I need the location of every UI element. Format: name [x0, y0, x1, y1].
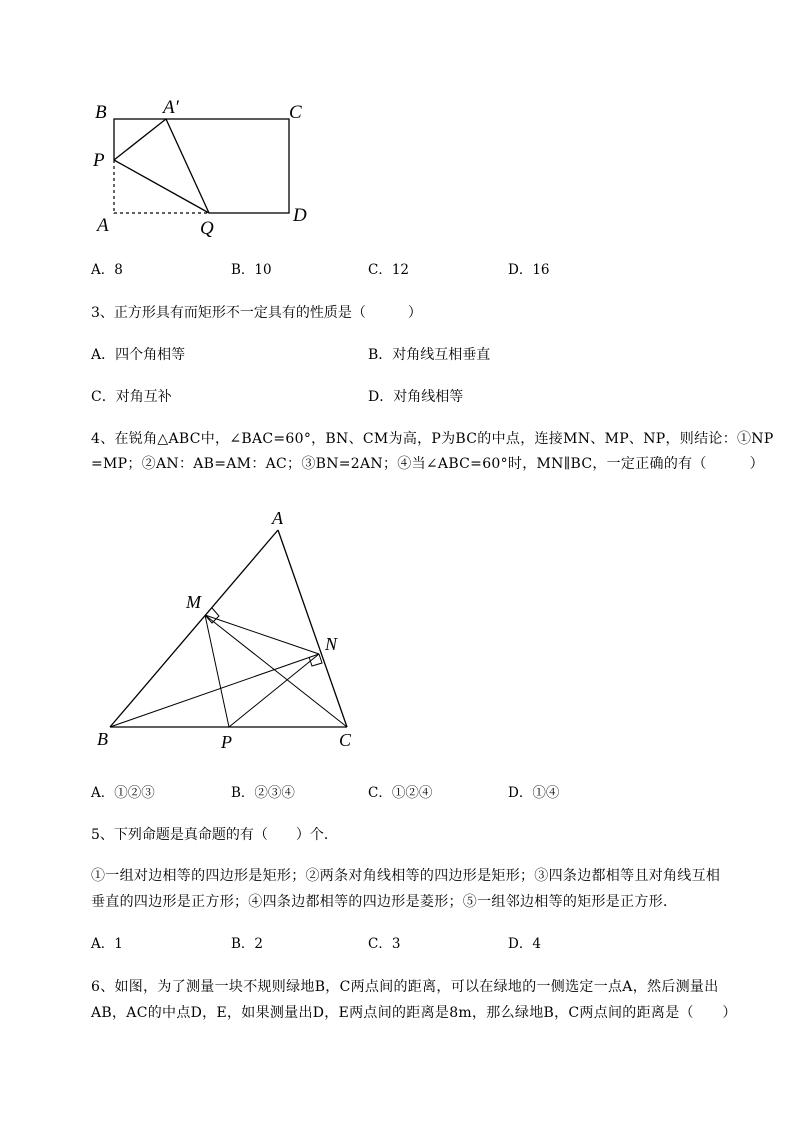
fig1-label-a-prime: A′: [163, 97, 179, 118]
q3-option-d: D．对角线相等: [368, 389, 464, 405]
q3-option-b: B．对角线互相垂直: [368, 347, 491, 363]
q4-option-d: D．①④: [508, 785, 560, 801]
q3-option-a: A．四个角相等: [91, 347, 186, 363]
fig1-label-p: P: [93, 150, 105, 171]
fig1-label-q: Q: [200, 218, 214, 239]
q2-option-d: D．16: [508, 262, 550, 278]
fig2-label-p: P: [221, 732, 232, 752]
q2-option-a: A．8: [91, 262, 123, 278]
q4-option-b: B．②③④: [231, 785, 295, 801]
q6-stem-line2: AB，AC的中点D，E，如果测量出D，E两点间的距离是8m，那么绿地B，C两点间的距离是（ ）: [91, 1005, 737, 1021]
fig1-label-d: D: [293, 205, 307, 226]
altitude-cm: [205, 615, 347, 727]
q5-statements-line1: ①一组对边相等的四边形是矩形；②两条对角线相等的四边形是矩形；③四条边都相等且对角线互相: [91, 868, 721, 884]
q6-stem-line1: 6、如图，为了测量一块不规则绿地B，C两点间的距离，可以在绿地的一侧选定一点A，然后测量出: [91, 979, 719, 995]
fig2-label-m: M: [186, 592, 201, 612]
fig2-label-n: N: [325, 634, 338, 654]
fig1-label-b: B: [95, 102, 107, 123]
fig1-label-c: C: [289, 102, 302, 123]
q5-option-d: D．4: [508, 936, 541, 952]
q4-stem-line1: 4、在锐角△ABC中，∠BAC=60°，BN、CM为高，P为BC的中点，连接MN、MP、NP，则结论：①NP: [91, 431, 774, 447]
q5-stem: 5、下列命题是真命题的有（ ）个．: [91, 827, 338, 843]
q3-option-c: C．对角互补: [91, 389, 172, 405]
fig1-label-a: A: [97, 215, 109, 236]
q5-option-c: C．3: [368, 936, 401, 952]
q5-option-a: A．1: [91, 936, 123, 952]
q4-stem-line2: =MP；②AN：AB=AM：AC；③BN=2AN；④当∠ABC=60°时，MN∥BC，一定正确的有（ ）: [91, 456, 764, 472]
segment-np: [229, 654, 319, 727]
side-ac: [278, 530, 347, 727]
q5-option-b: B．2: [231, 936, 264, 952]
q5-statements-line2: 垂直的四边形是正方形；④四条边都相等的四边形是菱形；⑤一组邻边相等的矩形是正方形．: [91, 894, 678, 910]
segment-mp: [205, 615, 229, 727]
segment-mn: [205, 615, 319, 654]
q2-option-c: C．12: [368, 262, 410, 278]
q3-stem: 3、正方形具有而矩形不一定具有的性质是（ ）: [91, 305, 422, 321]
fig2-label-b: B: [97, 729, 108, 749]
q4-option-a: A．①②③: [91, 785, 155, 801]
q2-option-b: B．10: [231, 262, 272, 278]
fig2-label-c: C: [339, 730, 352, 750]
q4-option-c: C．①②④: [368, 785, 433, 801]
fig2-label-a: A: [272, 508, 283, 528]
